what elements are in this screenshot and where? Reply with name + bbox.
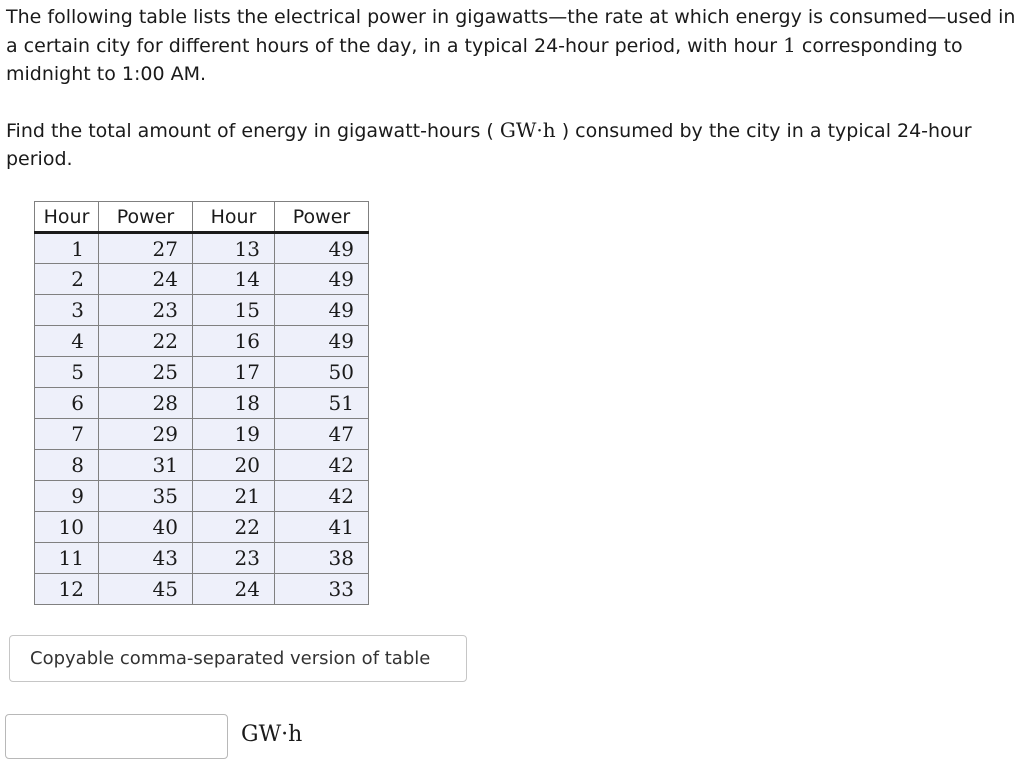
cell-hour: 18 bbox=[193, 388, 275, 419]
cell-hour: 5 bbox=[35, 357, 99, 388]
table-row bbox=[35, 233, 369, 264]
table-row bbox=[35, 543, 369, 574]
cell-power: 38 bbox=[275, 543, 369, 574]
cell-hour: 17 bbox=[193, 357, 275, 388]
cell-hour: 10 bbox=[35, 512, 99, 543]
table-row bbox=[35, 512, 369, 543]
cell-hour: 16 bbox=[193, 326, 275, 357]
question-intro bbox=[6, 3, 1018, 88]
cell-power: 35 bbox=[99, 481, 193, 512]
cell-power: 27 bbox=[99, 233, 193, 264]
cell-hour: 11 bbox=[35, 543, 99, 574]
table-row bbox=[35, 481, 369, 512]
header-power-1: Power bbox=[99, 202, 193, 233]
cell-hour: 4 bbox=[35, 326, 99, 357]
header-hour-2: Hour bbox=[193, 202, 275, 233]
cell-hour: 23 bbox=[193, 543, 275, 574]
table-row bbox=[35, 574, 369, 605]
cell-hour: 8 bbox=[35, 450, 99, 481]
answer-input[interactable] bbox=[5, 714, 228, 759]
cell-power: 50 bbox=[275, 357, 369, 388]
cell-power: 25 bbox=[99, 357, 193, 388]
table-body bbox=[35, 233, 369, 605]
cell-power: 49 bbox=[275, 326, 369, 357]
table-row bbox=[35, 357, 369, 388]
table-header-row bbox=[35, 202, 369, 233]
question-task bbox=[6, 116, 1018, 173]
header-power-2: Power bbox=[275, 202, 369, 233]
copy-table-button[interactable]: Copyable comma-separated version of table bbox=[9, 635, 467, 682]
cell-hour: 1 bbox=[35, 233, 99, 264]
cell-power: 49 bbox=[275, 295, 369, 326]
cell-power: 42 bbox=[275, 481, 369, 512]
header-hour-1: Hour bbox=[35, 202, 99, 233]
cell-hour: 12 bbox=[35, 574, 99, 605]
table-row bbox=[35, 450, 369, 481]
cell-hour: 15 bbox=[193, 295, 275, 326]
cell-power: 51 bbox=[275, 388, 369, 419]
cell-power: 45 bbox=[99, 574, 193, 605]
cell-power: 40 bbox=[99, 512, 193, 543]
table-row bbox=[35, 419, 369, 450]
cell-power: 23 bbox=[99, 295, 193, 326]
task-end-text: ) consumed by the city in a typical 24-hour period. bbox=[6, 120, 972, 170]
table-row bbox=[35, 326, 369, 357]
answer-unit: GW·h bbox=[241, 722, 303, 747]
cell-power: 31 bbox=[99, 450, 193, 481]
cell-power: 49 bbox=[275, 264, 369, 295]
cell-power: 43 bbox=[99, 543, 193, 574]
table-row bbox=[35, 388, 369, 419]
cell-hour: 3 bbox=[35, 295, 99, 326]
cell-hour: 19 bbox=[193, 419, 275, 450]
task-unit: GW·h bbox=[499, 118, 556, 142]
cell-hour: 6 bbox=[35, 388, 99, 419]
cell-power: 42 bbox=[275, 450, 369, 481]
intro-text: The following table lists the electrical power in gigawatts—the rate at which energy is consumed—used in a certain city for different hours of the day, in a typical 24-hour period, with hour bbox=[6, 6, 1016, 57]
cell-power: 28 bbox=[99, 388, 193, 419]
intro-end-text: corresponding to midnight to 1:00 AM. bbox=[6, 35, 963, 85]
cell-power: 47 bbox=[275, 419, 369, 450]
cell-power: 22 bbox=[99, 326, 193, 357]
cell-hour: 21 bbox=[193, 481, 275, 512]
cell-hour: 20 bbox=[193, 450, 275, 481]
cell-hour: 14 bbox=[193, 264, 275, 295]
cell-hour: 13 bbox=[193, 233, 275, 264]
cell-power: 49 bbox=[275, 233, 369, 264]
task-start-text: Find the total amount of energy in gigawatt-hours ( bbox=[6, 120, 500, 142]
table-row bbox=[35, 295, 369, 326]
cell-power: 33 bbox=[275, 574, 369, 605]
cell-hour: 2 bbox=[35, 264, 99, 295]
intro-hour-number: 1 bbox=[783, 33, 796, 57]
cell-hour: 9 bbox=[35, 481, 99, 512]
cell-hour: 7 bbox=[35, 419, 99, 450]
cell-power: 24 bbox=[99, 264, 193, 295]
cell-hour: 22 bbox=[193, 512, 275, 543]
cell-hour: 24 bbox=[193, 574, 275, 605]
table-row bbox=[35, 264, 369, 295]
cell-power: 29 bbox=[99, 419, 193, 450]
cell-power: 41 bbox=[275, 512, 369, 543]
power-table bbox=[34, 201, 369, 605]
